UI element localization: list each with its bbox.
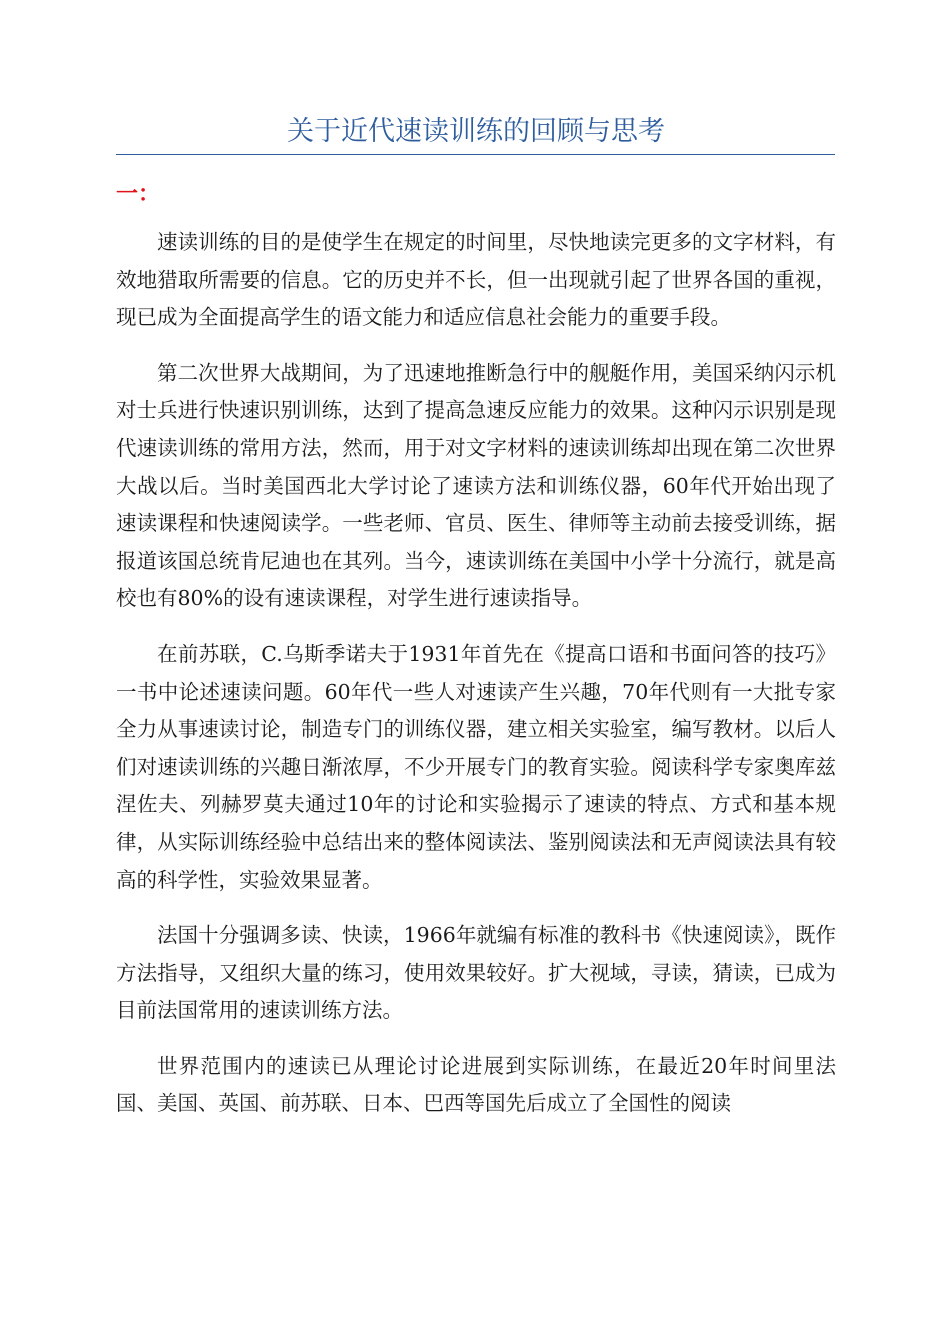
title-underline-rule bbox=[116, 154, 835, 155]
paragraph-1: 速读训练的目的是使学生在规定的时间里，尽快地读完更多的文字材料，有效地猎取所需要的信息。它的历史并不长，但一出现就引起了世界各国的重视，现已成为全面提高学生的语文能力和适应信息社会能力的重要手段。 bbox=[116, 230, 836, 330]
document-title: 关于近代速读训练的回顾与思考 bbox=[287, 116, 665, 147]
paragraph-5: 世界范围内的速读已从理论讨论进展到实际训练，在最近20年时间里法国、美国、英国、前苏联、日本、巴西等国先后成立了全国性的阅读 bbox=[116, 1053, 836, 1116]
section-heading: 一： bbox=[116, 182, 161, 207]
document-body bbox=[116, 224, 836, 1141]
paragraph-4: 法国十分强调多读、快读，1966年就编有标准的教科书《快速阅读》，既作方法指导，又组织大量的练习，使用效果较好。扩大视域，寻读，猜读，已成为目前法国常用的速读训练方法。 bbox=[116, 923, 836, 1023]
paragraph-2: 第二次世界大战期间，为了迅速地推断急行中的舰艇作用，美国采纳闪示机对士兵进行快速识别训练，达到了提高急速反应能力的效果。这种闪示识别是现代速读训练的常用方法，然而，用于对文字材料的速读训练却出现在第二次世界大战以后。当时美国西北大学讨论了速读方法和训练仪器，60年代开始出现了速读课程和快速阅读学。一些老师、官员、医生、律师等主动前去接受训练，据报道该国总统肯尼迪也在其列。当今，速读训练在美国中小学十分流行，就是高校也有80%的设有速读课程，对学生进行速读指导。 bbox=[116, 360, 836, 611]
paragraph-3: 在前苏联，C.乌斯季诺夫于1931年首先在《提高口语和书面问答的技巧》一书中论述速读问题。60年代一些人对速读产生兴趣，70年代则有一大批专家全力从事速读讨论，制造专门的训练仪器，建立相关实验室，编写教材。以后人们对速读训练的兴趣日渐浓厚，不少开展专门的教育实验。阅读科学专家奥库兹涅佐夫、列赫罗莫夫通过10年的讨论和实验揭示了速读的特点、方式和基本规律，从实际训练经验中总结出来的整体阅读法、鉴别阅读法和无声阅读法具有较高的科学性，实验效果显著。 bbox=[116, 641, 836, 892]
